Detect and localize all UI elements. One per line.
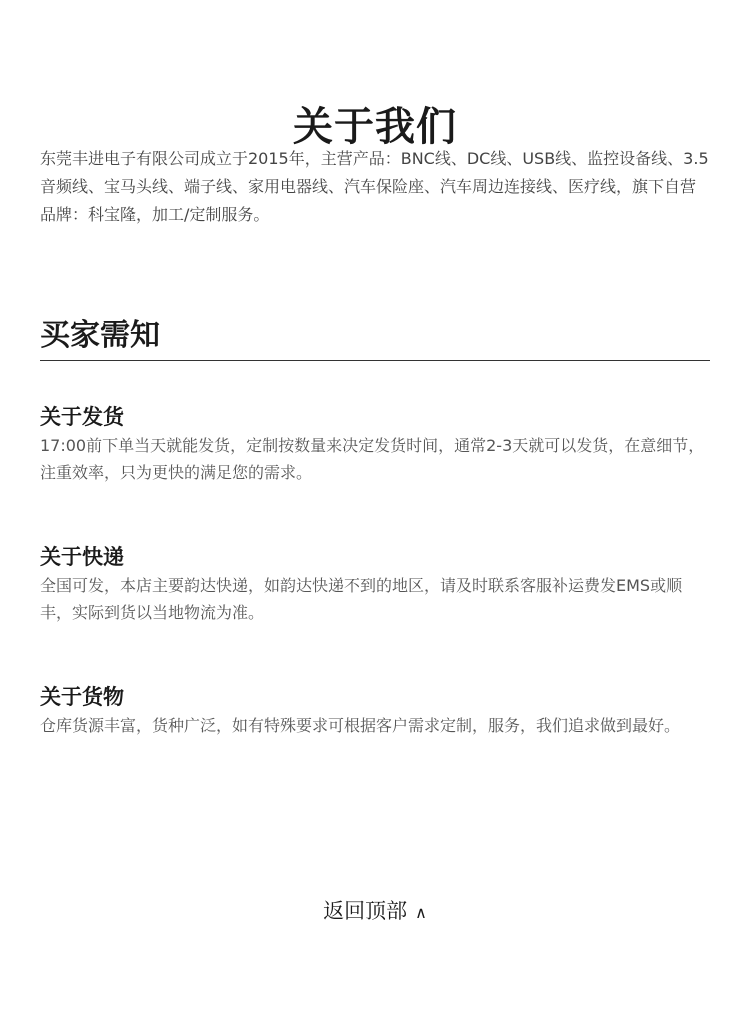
chevron-up-icon: ∧ xyxy=(415,903,427,922)
about-us-title: 关于我们 xyxy=(293,103,457,150)
notice-shipping-title: 关于发货 xyxy=(40,405,124,429)
notice-shipping-body: 17:00前下单当天就能发货，定制按数量来决定发货时间，通常2-3天就可以发货，在意细节，注重效率，只为更快的满足您的需求。 xyxy=(40,436,705,482)
notice-shipping xyxy=(40,402,710,486)
back-to-top-label: 返回顶部 xyxy=(323,899,408,923)
notice-goods-body: 仓库货源丰富，货种广泛，如有特殊要求可根据客户需求定制，服务，我们追求做到最好。 xyxy=(40,716,681,735)
notice-goods-title: 关于货物 xyxy=(40,685,124,709)
notice-courier-title: 关于快递 xyxy=(40,545,124,569)
buyer-notice-title: 买家需知 xyxy=(40,316,710,361)
about-us-description: 东莞丰进电子有限公司成立于2015年，主营产品：BNC线、DC线、USB线、监控设备线、3.5音频线、宝马头线、端子线、家用电器线、汽车保险座、汽车周边连接线、医疗线，旗下自营品牌：科宝隆，加工/定制服务。 xyxy=(40,149,709,224)
notice-courier xyxy=(40,542,710,626)
back-to-top-button[interactable] xyxy=(0,896,750,928)
notice-goods xyxy=(40,682,710,739)
notice-courier-body: 全国可发，本店主要韵达快递，如韵达快递不到的地区，请及时联系客服补运费发EMS或顺丰，实际到货以当地物流为准。 xyxy=(40,576,683,622)
